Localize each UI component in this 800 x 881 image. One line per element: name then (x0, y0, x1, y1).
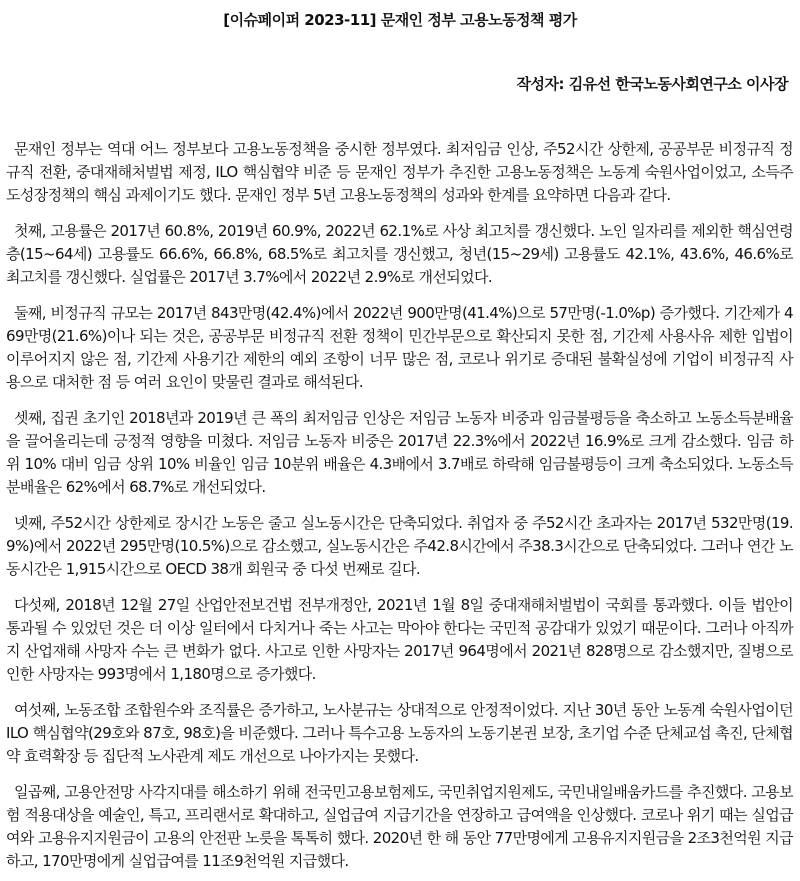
paragraph-third: 셋째, 집권 초기인 2018년과 2019년 큰 폭의 최저임금 인상은 저임금 노동자 비중과 임금불평등을 축소하고 노동소득분배율을 끌어올리는데 긍정적 영향을 미쳤다. 저임금 노동자 비중은 2017년 22.3%에서 2022년 16.9%로 크게 감소했다. 임금 하위 10% 대비 임금 상위 10% 비율인 임금 10분위 배율은 4.3배에서 3.7배로 하락해 임금불평등이 크게 축소되었다. 노동소득분배율은 62%에서 68.7%로 개선되었다. (6, 409, 793, 496)
paragraph-intro: 문재인 정부는 역대 어느 정부보다 고용노동정책을 중시한 정부였다. 최저임금 인상, 주52시간 상한제, 공공부문 비정규직 정규직 전환, 중대재해처벌법 제정, ILO 핵심협약 비준 등 문재인 정부가 추진한 고용노동정책은 노동계 숙원사업이었고, 소득주도성장정책의 핵심 과제이기도 했다. 문재인 정부 5년 고용노동정책의 성과와 한계를 요약하면 다음과 같다. (6, 140, 793, 204)
document-title: [이슈페이퍼 2023-11] 문재인 정부 고용노동정책 평가 (223, 11, 577, 29)
paragraph-first: 첫째, 고용률은 2017년 60.8%, 2019년 60.9%, 2022년 62.1%로 사상 최고치를 갱신했다. 노인 일자리를 제외한 핵심연령층(15~64세) 고용률도 66.6%, 66.8%, 68.5%로 최고치를 갱신했고, 청년(15~29세) 고용률도 42.1%, 43.6%, 46.6%로 최고치를 갱신했다. 실업률은 2017년 3.7%에서 2022년 2.9%로 개선되었다. (6, 222, 793, 286)
author-line: 작성자: 김유선 한국노동사회연구소 이사장 (516, 75, 788, 93)
paragraph-fourth: 넷째, 주52시간 상한제로 장시간 노동은 줄고 실노동시간은 단축되었다. 취업자 중 주52시간 초과자는 2017년 532만명(19.9%)에서 2022년 295만명(10.5%)으로 감소했고, 실노동시간은 주42.8시간에서 주38.3시간으로 단축되었다. 그러나 연간 노동시간은 1,915시간으로 OECD 38개 회원국 중 다섯 번째로 길다. (6, 514, 793, 578)
document-body (0, 138, 800, 873)
paragraph-fifth: 다섯째, 2018년 12월 27일 산업안전보건법 전부개정안, 2021년 1월 8일 중대재해처벌법이 국회를 통과했다. 이들 법안이 통과될 수 있었던 것은 더 이상 일터에서 다치거나 죽는 사고는 막아야 한다는 국민적 공감대가 있었기 때문이다. 그러나 아직까지 산업재해 사망자 수는 큰 변화가 없다. 사고로 인한 사망자는 2017년 964명에서 2021년 828명으로 감소했지만, 질병으로 인한 사망자는 993명에서 1,180명으로 증가했다. (6, 596, 793, 683)
paragraph-second: 둘째, 비정규직 규모는 2017년 843만명(42.4%)에서 2022년 900만명(41.4%)으로 57만명(-1.0%p) 증가했다. 기간제가 469만명(21.6%)이나 되는 것은, 공공부문 비정규직 전환 정책이 민간부문으로 확산되지 못한 점, 기간제 사용사유 제한 입법이 이루어지지 않은 점, 기간제 사용기간 제한의 예외 조항이 너무 많은 점, 코로나 위기로 증대된 불확실성에 기업이 비정규직 사용으로 대처한 점 등 여러 요인이 맞물린 결과로 해석된다. (6, 304, 793, 391)
paragraph-sixth: 여섯째, 노동조합 조합원수와 조직률은 증가하고, 노사분규는 상대적으로 안정적이었다. 지난 30년 동안 노동계 숙원사업이던 ILO 핵심협약(29호와 87호, 98호)을 비준했다. 그러나 특수고용 노동자의 노동기본권 보장, 초기업 수준 단체교섭 촉진, 단체협약 효력확장 등 집단적 노사관계 제도 개선으로 나아가지는 못했다. (6, 701, 793, 765)
paragraph-seventh: 일곱째, 고용안전망 사각지대를 해소하기 위해 전국민고용보험제도, 국민취업지원제도, 국민내일배움카드를 추진했다. 고용보험 적용대상을 예술인, 특고, 프리랜서로 확대하고, 실업급여 지급기간을 연장하고 급여액을 인상했다. 코로나 위기 때는 실업급여와 고용유지지원금이 고용의 안전판 노릇을 톡톡히 했다. 2020년 한 해 동안 77만명에게 고용유지지원금을 2조3천억원 지급하고, 170만명에게 실업급여를 11조9천억원 지급했다. (6, 783, 793, 870)
